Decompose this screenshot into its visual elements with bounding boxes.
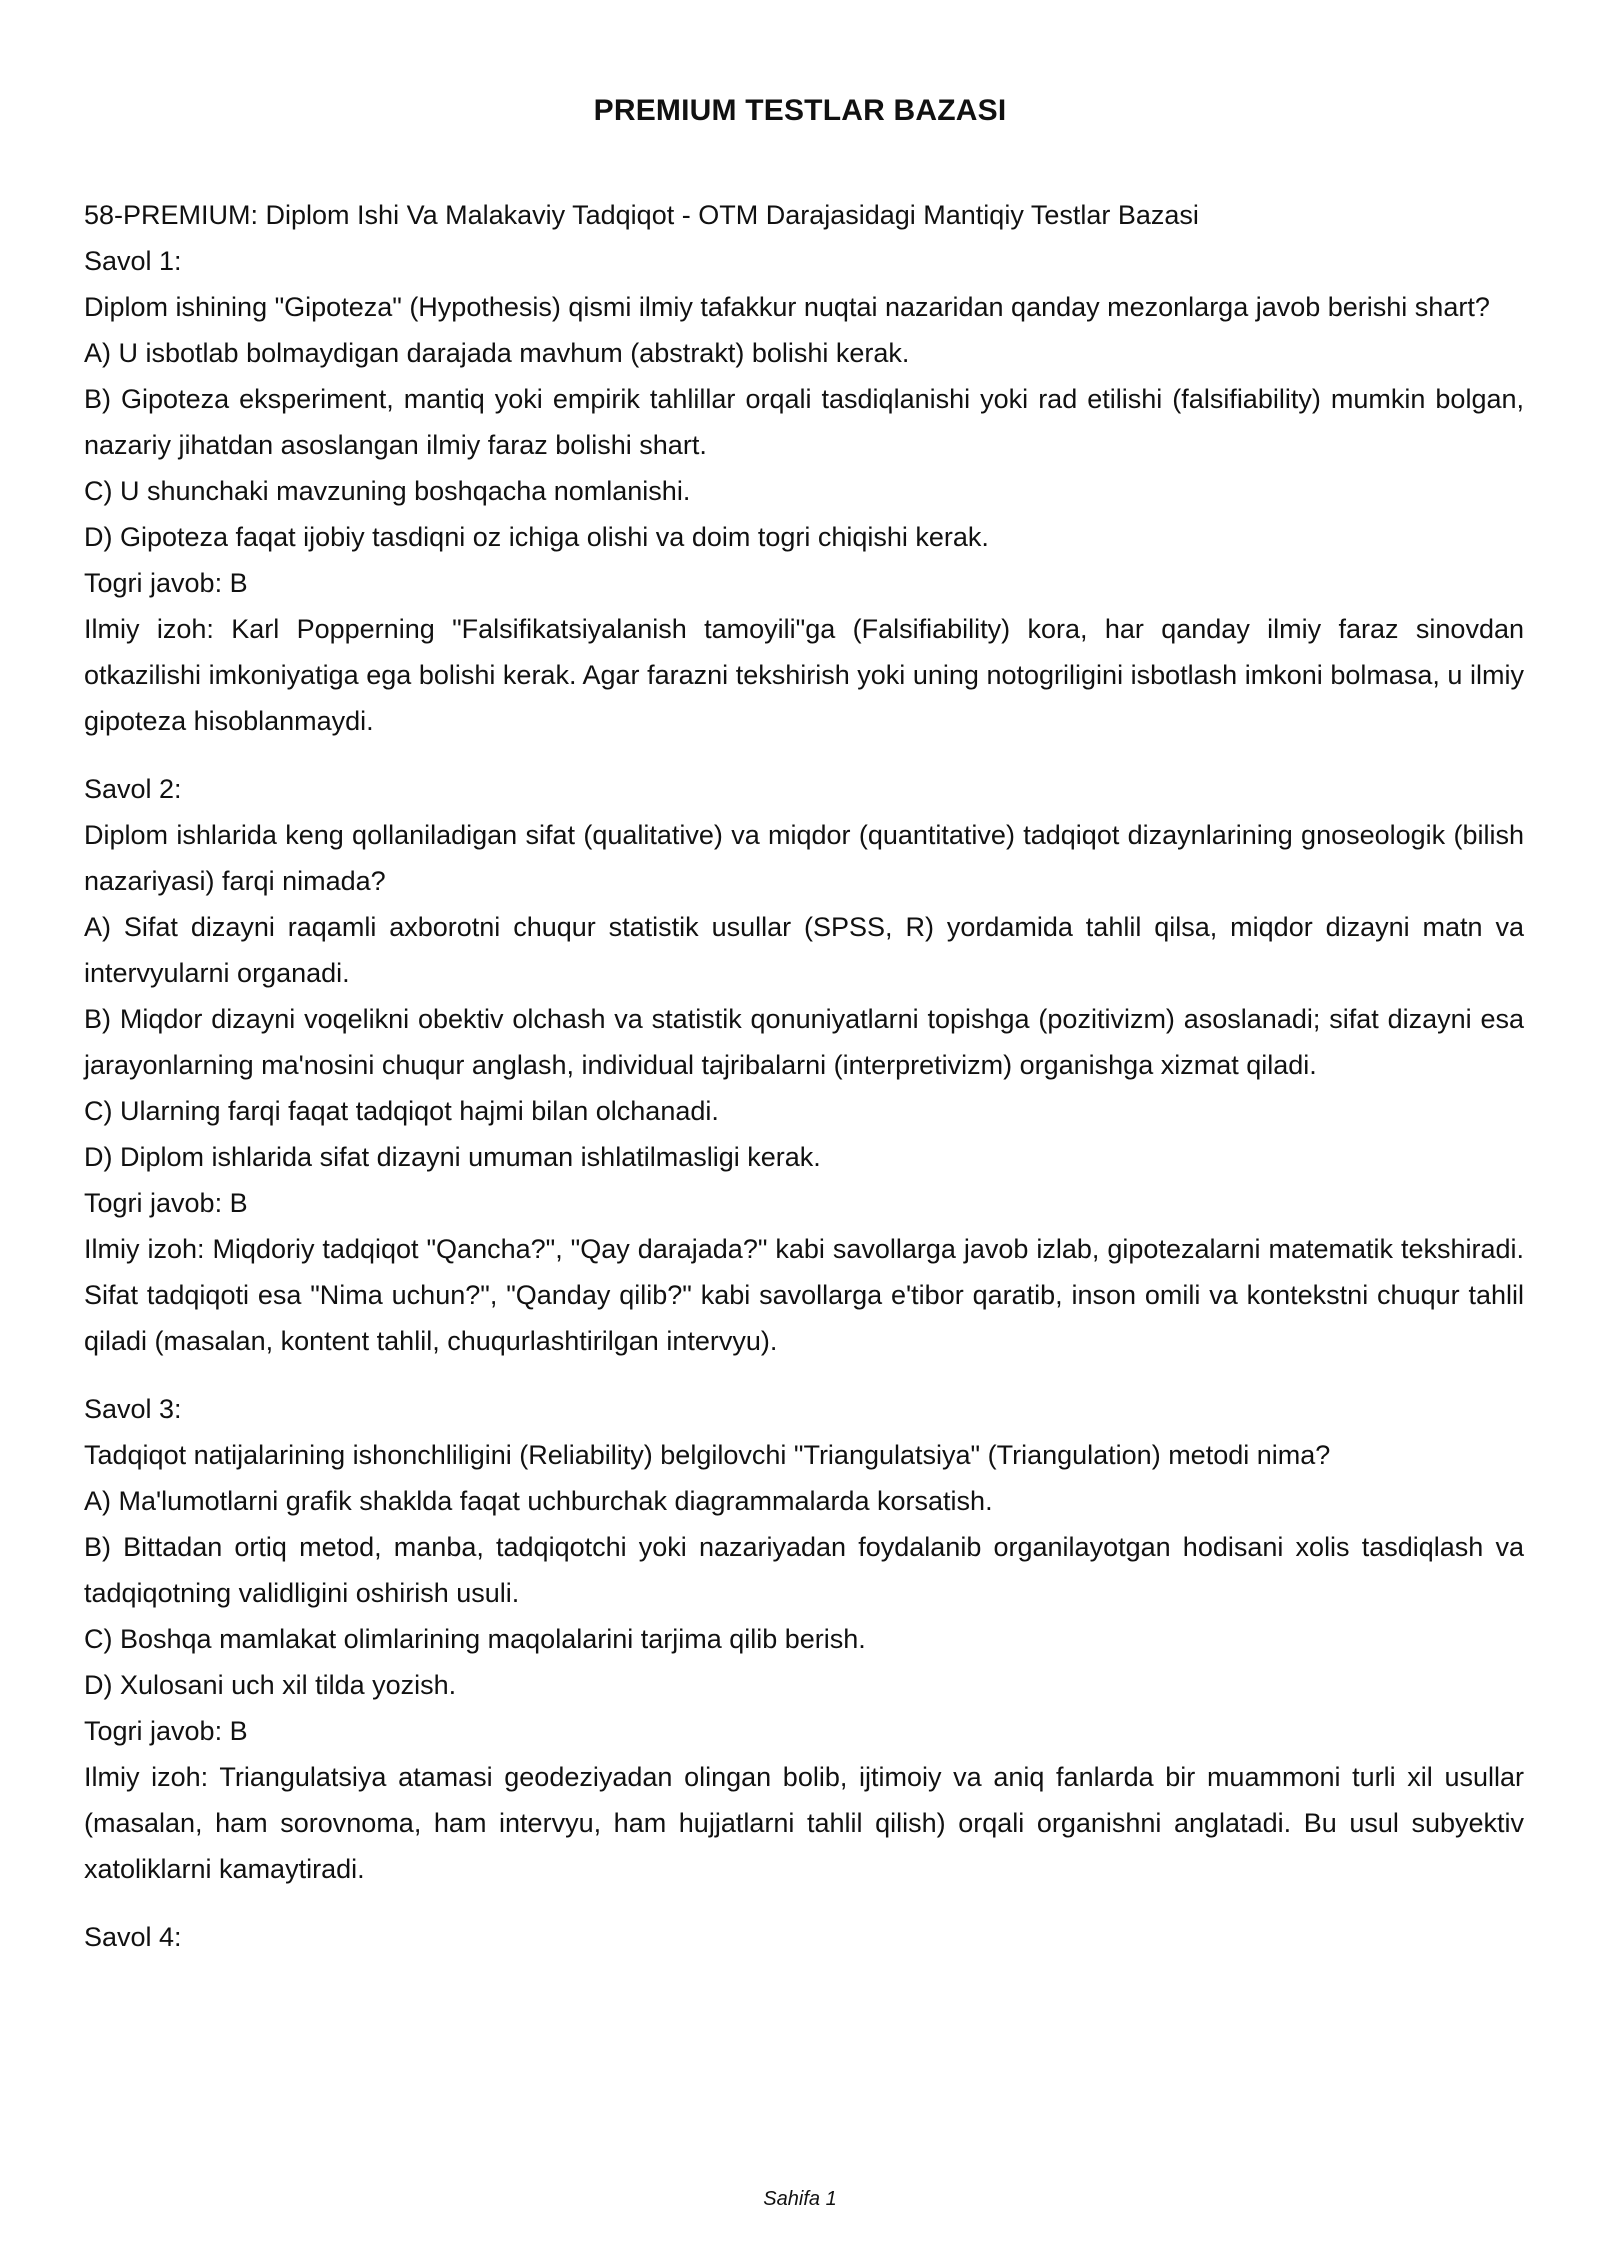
question-text: Tadqiqot natijalarining ishonchliligini (Reliability) belgilovchi "Triangulatsiya" (Triangulation) metodi nima?	[84, 1440, 1331, 1470]
option-c: C) Boshqa mamlakat olimlarining maqolalarini tarjima qilib berish.	[84, 1624, 866, 1654]
question-block-4	[84, 1914, 1524, 1960]
option-a: A) Ma'lumotlarni grafik shaklda faqat uchburchak diagrammalarda korsatish.	[84, 1486, 993, 1516]
question-label: Savol 4:	[84, 1922, 182, 1952]
question-text: Diplom ishining "Gipoteza" (Hypothesis) qismi ilmiy tafakkur nuqtai nazaridan qanday mezonlarga javob berishi shart?	[84, 292, 1490, 322]
page-title: PREMIUM TESTLAR BAZASI	[593, 94, 1007, 127]
document-subtitle: 58-PREMIUM: Diplom Ishi Va Malakaviy Tadqiqot - OTM Darajasidagi Mantiqiy Testlar Bazasi	[84, 200, 1199, 230]
correct-answer: Togri javob: B	[84, 568, 248, 598]
option-c: C) Ularning farqi faqat tadqiqot hajmi bilan olchanadi.	[84, 1096, 719, 1126]
option-d: D) Xulosani uch xil tilda yozish.	[84, 1670, 457, 1700]
explanation: Ilmiy izoh: Triangulatsiya atamasi geodeziyadan olingan bolib, ijtimoiy va aniq fanlarda bir muammoni turli xil usullar (masalan, ham sorovnoma, ham intervyu, ham hujjatlarni tahlil qilish) orqali organishni anglatadi. Bu usul subyektiv xatoliklarni kamaytiradi.	[84, 1762, 1524, 1884]
option-b: B) Gipoteza eksperiment, mantiq yoki empirik tahlillar orqali tasdiqlanishi yoki rad etilishi (falsifiability) mumkin bolgan, nazariy jihatdan asoslangan ilmiy faraz bolishi shart.	[84, 384, 1524, 460]
option-b: B) Bittadan ortiq metod, manba, tadqiqotchi yoki nazariyadan foydalanib organilayotgan hodisani xolis tasdiqlash va tadqiqotning validligini oshirish usuli.	[84, 1532, 1524, 1608]
option-b: B) Miqdor dizayni voqelikni obektiv olchash va statistik qonuniyatlarni topishga (pozitivizm) asoslanadi; sifat dizayni esa jarayonlarning ma'nosini chuqur anglash, individual tajribalarni (interpretivizm) organishga xizmat qiladi.	[84, 1004, 1524, 1080]
option-d: D) Gipoteza faqat ijobiy tasdiqni oz ichiga olishi va doim togri chiqishi kerak.	[84, 522, 989, 552]
question-label: Savol 2:	[84, 774, 182, 804]
question-block-1	[84, 238, 1524, 744]
page-number: Sahifa 1	[763, 2188, 837, 2210]
explanation: Ilmiy izoh: Karl Popperning "Falsifikatsiyalanish tamoyili"ga (Falsifiability) kora, har qanday ilmiy faraz sinovdan otkazilishi imkoniyatiga ega bolishi kerak. Agar farazni tekshirish yoki uning notogriligini isbotlash imkoni bolmasa, u ilmiy gipoteza hisoblanmaydi.	[84, 614, 1524, 736]
option-a: A) U isbotlab bolmaydigan darajada mavhum (abstrakt) bolishi kerak.	[84, 338, 910, 368]
question-block-3	[84, 1386, 1524, 1892]
option-d: D) Diplom ishlarida sifat dizayni umuman ishlatilmasligi kerak.	[84, 1142, 821, 1172]
question-text: Diplom ishlarida keng qollaniladigan sifat (qualitative) va miqdor (quantitative) tadqiqot dizaynlarining gnoseologik (bilish nazariyasi) farqi nimada?	[84, 820, 1524, 896]
question-label: Savol 3:	[84, 1394, 182, 1424]
correct-answer: Togri javob: B	[84, 1716, 248, 1746]
explanation: Ilmiy izoh: Miqdoriy tadqiqot "Qancha?", "Qay darajada?" kabi savollarga javob izlab, gipotezalarni matematik tekshiradi. Sifat tadqiqoti esa "Nima uchun?", "Qanday qilib?" kabi savollarga e'tibor qaratib, inson omili va kontekstni chuqur tahlil qiladi (masalan, kontent tahlil, chuqurlashtirilgan intervyu).	[84, 1234, 1524, 1356]
correct-answer: Togri javob: B	[84, 1188, 248, 1218]
option-a: A) Sifat dizayni raqamli axborotni chuqur statistik usullar (SPSS, R) yordamida tahlil qilsa, miqdor dizayni matn va intervyularni organadi.	[84, 912, 1524, 988]
page-content	[84, 192, 1524, 1982]
question-block-2	[84, 766, 1524, 1364]
question-label: Savol 1:	[84, 246, 182, 276]
option-c: C) U shunchaki mavzuning boshqacha nomlanishi.	[84, 476, 691, 506]
